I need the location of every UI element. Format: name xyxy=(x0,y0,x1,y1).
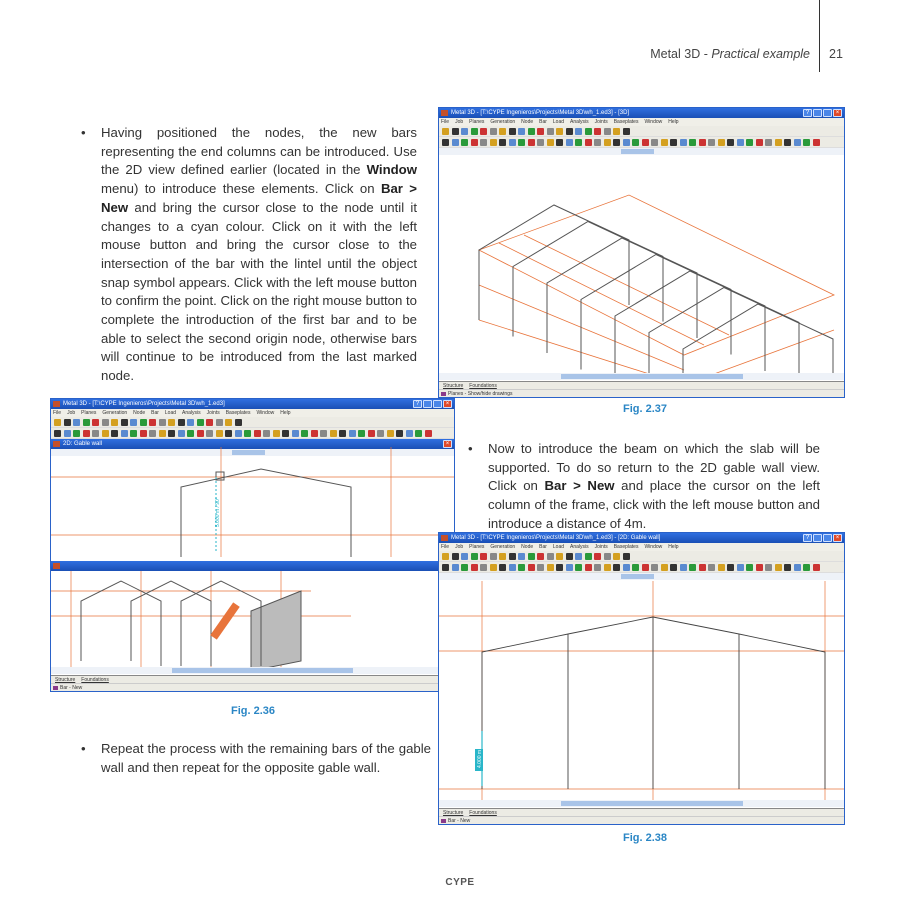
tool-button-icon[interactable] xyxy=(282,430,289,437)
tool-button-icon[interactable] xyxy=(566,564,573,571)
tool-button-icon[interactable] xyxy=(604,553,611,560)
help-button[interactable]: ? xyxy=(803,109,812,117)
minimize-button[interactable] xyxy=(813,534,822,542)
tool-button-icon[interactable] xyxy=(461,553,468,560)
tool-button-icon[interactable] xyxy=(632,564,639,571)
menu-job[interactable]: Job xyxy=(455,119,464,125)
tool-button-icon[interactable] xyxy=(168,419,175,426)
screenshot-gable-wall-bar-new xyxy=(50,398,455,692)
tool-button-icon[interactable] xyxy=(528,128,535,135)
tool-button-icon[interactable] xyxy=(604,139,611,146)
app-icon xyxy=(441,110,448,116)
tool-button-icon[interactable] xyxy=(349,430,356,437)
tool-button-icon[interactable] xyxy=(566,128,573,135)
tool-button-icon[interactable] xyxy=(168,430,175,437)
footer-brand: CYPE xyxy=(445,877,475,888)
tool-button-icon[interactable] xyxy=(121,419,128,426)
tool-button-icon[interactable] xyxy=(594,139,601,146)
tool-button-icon[interactable] xyxy=(301,430,308,437)
tab-structure[interactable]: Structure xyxy=(443,810,464,816)
tool-button-icon[interactable] xyxy=(490,139,497,146)
menu-joints[interactable]: Joints xyxy=(594,119,608,125)
portal-frame xyxy=(615,271,765,375)
tool-button-icon[interactable] xyxy=(613,139,620,146)
tool-button-icon[interactable] xyxy=(452,128,459,135)
tool-button-icon[interactable] xyxy=(575,564,582,571)
tool-button-icon[interactable] xyxy=(585,128,592,135)
tool-button-icon[interactable] xyxy=(73,419,80,426)
paragraph-bar-introduction: • Having positioned the nodes, the new bars representing the end columns can be introduced. Use the 2D view defined earlier (located in the Window menu) to introduce these elements. Click on Bar > New and bring the cursor close to the node until it changes to a cyan colour. Click on it with the left mouse button and bring the cursor close to the intersection of the bar with the lintel until the object snap symbol appears. Click with the left mouse button to confirm the point. Click on the right mouse button to complete the introduction of the first bar and to be able to select the second origin node, otherwise bars will continue to be introduced from the last marked node. xyxy=(101,124,417,386)
tool-button-icon[interactable] xyxy=(490,128,497,135)
tool-button-icon[interactable] xyxy=(575,128,582,135)
window-titlebar xyxy=(51,399,454,409)
menu-help[interactable]: Help xyxy=(668,119,679,125)
menu-planes[interactable]: Planes xyxy=(469,544,485,550)
toolbar xyxy=(439,137,844,148)
tool-button-icon[interactable] xyxy=(396,430,403,437)
tool-button-icon[interactable] xyxy=(547,553,554,560)
tool-button-icon[interactable] xyxy=(387,430,394,437)
tool-button-icon[interactable] xyxy=(670,564,677,571)
tab-foundations[interactable]: Foundations xyxy=(469,383,497,389)
tool-button-icon[interactable] xyxy=(746,139,753,146)
tool-button-icon[interactable] xyxy=(689,564,696,571)
menu-analysis[interactable]: Analysis xyxy=(182,410,201,416)
tab-structure[interactable]: Structure xyxy=(443,383,464,389)
running-header: Metal 3D - Practical example xyxy=(650,47,810,61)
tool-button-icon[interactable] xyxy=(92,430,99,437)
app-icon xyxy=(53,401,60,407)
svg-text:4.000 m: 4.000 m xyxy=(477,749,483,768)
maximize-button[interactable] xyxy=(433,400,442,408)
toolbar xyxy=(439,562,844,573)
window-titlebar xyxy=(439,533,844,543)
menu-bar[interactable]: Bar xyxy=(151,410,159,416)
tool-button-icon[interactable] xyxy=(528,553,535,560)
menu-help[interactable]: Help xyxy=(280,410,291,416)
minimize-button[interactable] xyxy=(813,109,822,117)
tool-button-icon[interactable] xyxy=(244,430,251,437)
tool-button-icon[interactable] xyxy=(594,128,601,135)
tool-button-icon[interactable] xyxy=(130,430,137,437)
tool-button-icon[interactable] xyxy=(206,430,213,437)
tool-button-icon[interactable] xyxy=(585,139,592,146)
tool-button-icon[interactable] xyxy=(111,430,118,437)
tool-button-icon[interactable] xyxy=(442,139,449,146)
portal-frame xyxy=(649,288,799,376)
tool-button-icon[interactable] xyxy=(509,128,516,135)
tool-button-icon[interactable] xyxy=(225,419,232,426)
menu-bar[interactable]: Bar xyxy=(539,119,547,125)
tool-button-icon[interactable] xyxy=(54,430,61,437)
tool-button-icon[interactable] xyxy=(102,430,109,437)
menu-help[interactable]: Help xyxy=(668,544,679,550)
tool-button-icon[interactable] xyxy=(623,128,630,135)
menu-analysis[interactable]: Analysis xyxy=(570,544,589,550)
tool-button-icon[interactable] xyxy=(64,419,71,426)
tool-button-icon[interactable] xyxy=(794,564,801,571)
tool-button-icon[interactable] xyxy=(358,430,365,437)
tool-button-icon[interactable] xyxy=(140,430,147,437)
tool-button-icon[interactable] xyxy=(689,139,696,146)
figure-caption: Fig. 2.37 xyxy=(622,403,668,415)
menu-bar xyxy=(439,543,844,551)
tool-button-icon[interactable] xyxy=(651,139,658,146)
tool-button-icon[interactable] xyxy=(442,564,449,571)
tool-button-icon[interactable] xyxy=(461,564,468,571)
window-titlebar xyxy=(439,108,844,118)
tool-button-icon[interactable] xyxy=(197,419,204,426)
tool-button-icon[interactable] xyxy=(425,430,432,437)
tool-button-icon[interactable] xyxy=(480,128,487,135)
menu-window[interactable]: Window xyxy=(256,410,275,416)
tool-button-icon[interactable] xyxy=(159,419,166,426)
tab-bar xyxy=(439,381,844,389)
tool-button-icon[interactable] xyxy=(273,430,280,437)
tool-button-icon[interactable] xyxy=(73,430,80,437)
window-title: Metal 3D - [T:\CYPE Ingenieros\Projects\Metal 3D\wh_1.ed3] xyxy=(63,401,225,407)
tab-foundations[interactable]: Foundations xyxy=(469,810,497,816)
header-divider xyxy=(819,0,820,72)
tool-button-icon[interactable] xyxy=(613,553,620,560)
tool-button-icon[interactable] xyxy=(585,553,592,560)
tool-button-icon[interactable] xyxy=(813,564,820,571)
status-bar: Planes - Show/hide drawings xyxy=(439,389,844,397)
tool-button-icon[interactable] xyxy=(368,430,375,437)
tool-button-icon[interactable] xyxy=(121,430,128,437)
tool-button-icon[interactable] xyxy=(499,128,506,135)
tool-button-icon[interactable] xyxy=(547,128,554,135)
menu-planes[interactable]: Planes xyxy=(81,410,97,416)
tab-foundations[interactable]: Foundations xyxy=(81,677,109,683)
tool-button-icon[interactable] xyxy=(499,139,506,146)
menu-bar xyxy=(51,409,454,417)
tool-button-icon[interactable] xyxy=(575,139,582,146)
tool-button-icon[interactable] xyxy=(54,419,61,426)
subwindow-titlebar: 2D: Gable wall × xyxy=(51,439,454,449)
tool-button-icon[interactable] xyxy=(623,564,630,571)
tool-button-icon[interactable] xyxy=(178,430,185,437)
tool-button-icon[interactable] xyxy=(623,139,630,146)
tool-button-icon[interactable] xyxy=(737,564,744,571)
menu-planes[interactable]: Planes xyxy=(469,119,485,125)
tool-button-icon[interactable] xyxy=(680,139,687,146)
tool-button-icon[interactable] xyxy=(499,564,506,571)
tool-button-icon[interactable] xyxy=(64,430,71,437)
tool-button-icon[interactable] xyxy=(556,553,563,560)
status-bar: Bar - New xyxy=(439,816,844,824)
toolbar xyxy=(439,551,844,562)
tool-button-icon[interactable] xyxy=(452,139,459,146)
tool-button-icon[interactable] xyxy=(235,419,242,426)
menu-window[interactable]: Window xyxy=(644,544,663,550)
tool-button-icon[interactable] xyxy=(216,430,223,437)
paragraph-beam-introduction: • Now to introduce the beam on which the slab will be supported. To do so return to the 2D gable wall view. Click on Bar > New and place the cursor on the left column of the frame, click with the left mouse button and introduce a distance of 4m. xyxy=(488,440,820,534)
tool-button-icon[interactable] xyxy=(149,430,156,437)
tool-button-icon[interactable] xyxy=(83,430,90,437)
menu-window[interactable]: Window xyxy=(644,119,663,125)
tool-button-icon[interactable] xyxy=(604,128,611,135)
tool-button-icon[interactable] xyxy=(651,564,658,571)
tool-button-icon[interactable] xyxy=(471,139,478,146)
tool-button-icon[interactable] xyxy=(330,430,337,437)
tool-button-icon[interactable] xyxy=(661,564,668,571)
tab-bar xyxy=(51,675,454,683)
toolbar xyxy=(439,126,844,137)
tool-button-icon[interactable] xyxy=(292,430,299,437)
tool-button-icon[interactable] xyxy=(130,419,137,426)
screenshot-3d-view xyxy=(438,107,845,398)
tool-button-icon[interactable] xyxy=(140,419,147,426)
tool-button-icon[interactable] xyxy=(613,564,620,571)
app-icon xyxy=(441,535,448,541)
tool-button-icon[interactable] xyxy=(547,564,554,571)
tool-button-icon[interactable] xyxy=(490,553,497,560)
tool-button-icon[interactable] xyxy=(187,419,194,426)
tool-button-icon[interactable] xyxy=(159,430,166,437)
menu-node[interactable]: Node xyxy=(521,544,534,550)
menu-load[interactable]: Load xyxy=(164,410,177,416)
tool-button-icon[interactable] xyxy=(216,419,223,426)
2d-gable-wall-drawing xyxy=(51,447,455,557)
menu-generation[interactable]: Generation xyxy=(490,544,516,550)
menu-bar[interactable]: Bar xyxy=(539,544,547,550)
menu-job[interactable]: Job xyxy=(67,410,76,416)
tool-button-icon[interactable] xyxy=(471,128,478,135)
3d-structure-drawing xyxy=(439,155,845,375)
tool-button-icon[interactable] xyxy=(775,139,782,146)
close-button[interactable]: × xyxy=(833,109,842,117)
paragraph-repeat: • Repeat the process with the remaining bars of the gable wall and then repeat for the opposite gable wall. xyxy=(101,740,431,777)
tool-button-icon[interactable] xyxy=(632,139,639,146)
3d-subwindow-titlebar xyxy=(51,561,454,571)
tool-button-icon[interactable] xyxy=(518,139,525,146)
tool-button-icon[interactable] xyxy=(415,430,422,437)
close-subwindow-button[interactable]: × xyxy=(443,440,452,448)
tool-button-icon[interactable] xyxy=(452,553,459,560)
tool-button-icon[interactable] xyxy=(765,564,772,571)
tool-button-icon[interactable] xyxy=(235,430,242,437)
portal-frame xyxy=(547,238,697,353)
tool-button-icon[interactable] xyxy=(83,419,90,426)
tool-button-icon[interactable] xyxy=(480,139,487,146)
tool-button-icon[interactable] xyxy=(406,430,413,437)
tool-button-icon[interactable] xyxy=(670,139,677,146)
tool-button-icon[interactable] xyxy=(149,419,156,426)
menu-generation[interactable]: Generation xyxy=(102,410,128,416)
figure-caption: Fig. 2.36 xyxy=(230,705,276,717)
tool-button-icon[interactable] xyxy=(594,564,601,571)
tool-button-icon[interactable] xyxy=(518,128,525,135)
tool-button-icon[interactable] xyxy=(718,564,725,571)
menu-file[interactable]: File xyxy=(441,119,450,125)
tool-button-icon[interactable] xyxy=(206,419,213,426)
tool-button-icon[interactable] xyxy=(518,553,525,560)
tool-button-icon[interactable] xyxy=(556,564,563,571)
menu-job[interactable]: Job xyxy=(455,544,464,550)
tool-button-icon[interactable] xyxy=(708,139,715,146)
tool-button-icon[interactable] xyxy=(92,419,99,426)
tool-button-icon[interactable] xyxy=(442,128,449,135)
figure-caption: Fig. 2.38 xyxy=(622,832,668,844)
menu-analysis[interactable]: Analysis xyxy=(570,119,589,125)
tool-button-icon[interactable] xyxy=(746,564,753,571)
tool-button-icon[interactable] xyxy=(784,139,791,146)
window-title: Metal 3D - [T:\CYPE Ingenieros\Projects\Metal 3D\wh_1.ed3] - [3D] xyxy=(451,110,630,116)
tool-button-icon[interactable] xyxy=(623,553,630,560)
bottom-scrollbar[interactable] xyxy=(439,800,844,807)
tool-button-icon[interactable] xyxy=(661,139,668,146)
tool-button-icon[interactable] xyxy=(566,553,573,560)
tool-button-icon[interactable] xyxy=(708,564,715,571)
tool-button-icon[interactable] xyxy=(575,553,582,560)
tool-button-icon[interactable] xyxy=(794,139,801,146)
tool-button-icon[interactable] xyxy=(556,139,563,146)
tool-button-icon[interactable] xyxy=(803,139,810,146)
tool-button-icon[interactable] xyxy=(737,139,744,146)
tool-button-icon[interactable] xyxy=(225,430,232,437)
menu-baseplates[interactable]: Baseplates xyxy=(225,410,251,416)
tool-button-icon[interactable] xyxy=(518,564,525,571)
tool-button-icon[interactable] xyxy=(471,553,478,560)
tool-button-icon[interactable] xyxy=(528,139,535,146)
tool-button-icon[interactable] xyxy=(509,553,516,560)
tool-button-icon[interactable] xyxy=(320,430,327,437)
3d-view-drawing xyxy=(51,571,455,671)
menu-baseplates[interactable]: Baseplates xyxy=(613,544,639,550)
horizontal-scrollbar[interactable] xyxy=(439,148,844,155)
tool-button-icon[interactable] xyxy=(442,553,449,560)
tool-button-icon[interactable] xyxy=(537,564,544,571)
tool-button-icon[interactable] xyxy=(813,139,820,146)
help-button[interactable]: ? xyxy=(803,534,812,542)
tool-button-icon[interactable] xyxy=(680,564,687,571)
tool-button-icon[interactable] xyxy=(727,139,734,146)
menu-file[interactable]: File xyxy=(53,410,62,416)
tool-button-icon[interactable] xyxy=(339,430,346,437)
tool-button-icon[interactable] xyxy=(311,430,318,437)
close-button[interactable]: × xyxy=(833,534,842,542)
menu-load[interactable]: Load xyxy=(552,544,565,550)
tool-button-icon[interactable] xyxy=(803,564,810,571)
tab-bar xyxy=(439,808,844,816)
tool-button-icon[interactable] xyxy=(727,564,734,571)
tool-button-icon[interactable] xyxy=(642,564,649,571)
tool-button-icon[interactable] xyxy=(197,430,204,437)
tool-button-icon[interactable] xyxy=(537,128,544,135)
tool-button-icon[interactable] xyxy=(613,128,620,135)
tool-button-icon[interactable] xyxy=(537,139,544,146)
tool-button-icon[interactable] xyxy=(178,419,185,426)
minimize-button[interactable] xyxy=(423,400,432,408)
tool-button-icon[interactable] xyxy=(756,139,763,146)
svg-text:5.000 m / 90°: 5.000 m / 90° xyxy=(215,497,221,527)
tool-button-icon[interactable] xyxy=(480,553,487,560)
tool-button-icon[interactable] xyxy=(547,139,554,146)
tool-button-icon[interactable] xyxy=(604,564,611,571)
tool-button-icon[interactable] xyxy=(254,430,261,437)
page-number: 21 xyxy=(829,47,843,61)
tool-button-icon[interactable] xyxy=(756,564,763,571)
menu-generation[interactable]: Generation xyxy=(490,119,516,125)
tool-button-icon[interactable] xyxy=(642,139,649,146)
horizontal-scrollbar[interactable] xyxy=(439,573,844,580)
tool-button-icon[interactable] xyxy=(699,564,706,571)
help-button[interactable]: ? xyxy=(413,400,422,408)
tool-button-icon[interactable] xyxy=(377,430,384,437)
screenshot-gable-wall-beam xyxy=(438,532,845,825)
bottom-scrollbar[interactable] xyxy=(439,373,844,380)
tool-button-icon[interactable] xyxy=(765,139,772,146)
tool-button-icon[interactable] xyxy=(509,139,516,146)
bottom-scrollbar[interactable] xyxy=(51,667,454,674)
tool-button-icon[interactable] xyxy=(566,139,573,146)
2d-gable-wall-drawing xyxy=(439,581,845,806)
tool-button-icon[interactable] xyxy=(556,128,563,135)
menu-load[interactable]: Load xyxy=(552,119,565,125)
menu-joints[interactable]: Joints xyxy=(594,544,608,550)
status-bar: Bar - New xyxy=(51,683,454,691)
tool-button-icon[interactable] xyxy=(490,564,497,571)
menu-file[interactable]: File xyxy=(441,544,450,550)
portal-frame xyxy=(683,304,833,375)
tool-button-icon[interactable] xyxy=(187,430,194,437)
menu-baseplates[interactable]: Baseplates xyxy=(613,119,639,125)
menu-node[interactable]: Node xyxy=(521,119,534,125)
tool-button-icon[interactable] xyxy=(499,553,506,560)
maximize-button[interactable] xyxy=(823,534,832,542)
tab-structure[interactable]: Structure xyxy=(55,677,76,683)
menu-joints[interactable]: Joints xyxy=(206,410,220,416)
toolbar xyxy=(51,417,454,428)
menu-node[interactable]: Node xyxy=(133,410,146,416)
tool-button-icon[interactable] xyxy=(775,564,782,571)
tool-button-icon[interactable] xyxy=(461,139,468,146)
tool-button-icon[interactable] xyxy=(699,139,706,146)
tool-button-icon[interactable] xyxy=(263,430,270,437)
window-title: Metal 3D - [T:\CYPE Ingenieros\Projects\Metal 3D\wh_1.ed3] - [2D: Gable wall] xyxy=(451,535,661,541)
tool-button-icon[interactable] xyxy=(471,564,478,571)
tool-button-icon[interactable] xyxy=(585,564,592,571)
tool-button-icon[interactable] xyxy=(111,419,118,426)
tool-button-icon[interactable] xyxy=(718,139,725,146)
tool-button-icon[interactable] xyxy=(461,128,468,135)
tool-button-icon[interactable] xyxy=(594,553,601,560)
tool-button-icon[interactable] xyxy=(452,564,459,571)
toolbar xyxy=(51,428,454,439)
portal-frame xyxy=(581,255,731,370)
maximize-button[interactable] xyxy=(823,109,832,117)
tool-button-icon[interactable] xyxy=(537,553,544,560)
close-button[interactable]: × xyxy=(443,400,452,408)
menu-bar xyxy=(439,118,844,126)
tool-button-icon[interactable] xyxy=(784,564,791,571)
tool-button-icon[interactable] xyxy=(528,564,535,571)
tool-button-icon[interactable] xyxy=(102,419,109,426)
tool-button-icon[interactable] xyxy=(480,564,487,571)
tool-button-icon[interactable] xyxy=(509,564,516,571)
